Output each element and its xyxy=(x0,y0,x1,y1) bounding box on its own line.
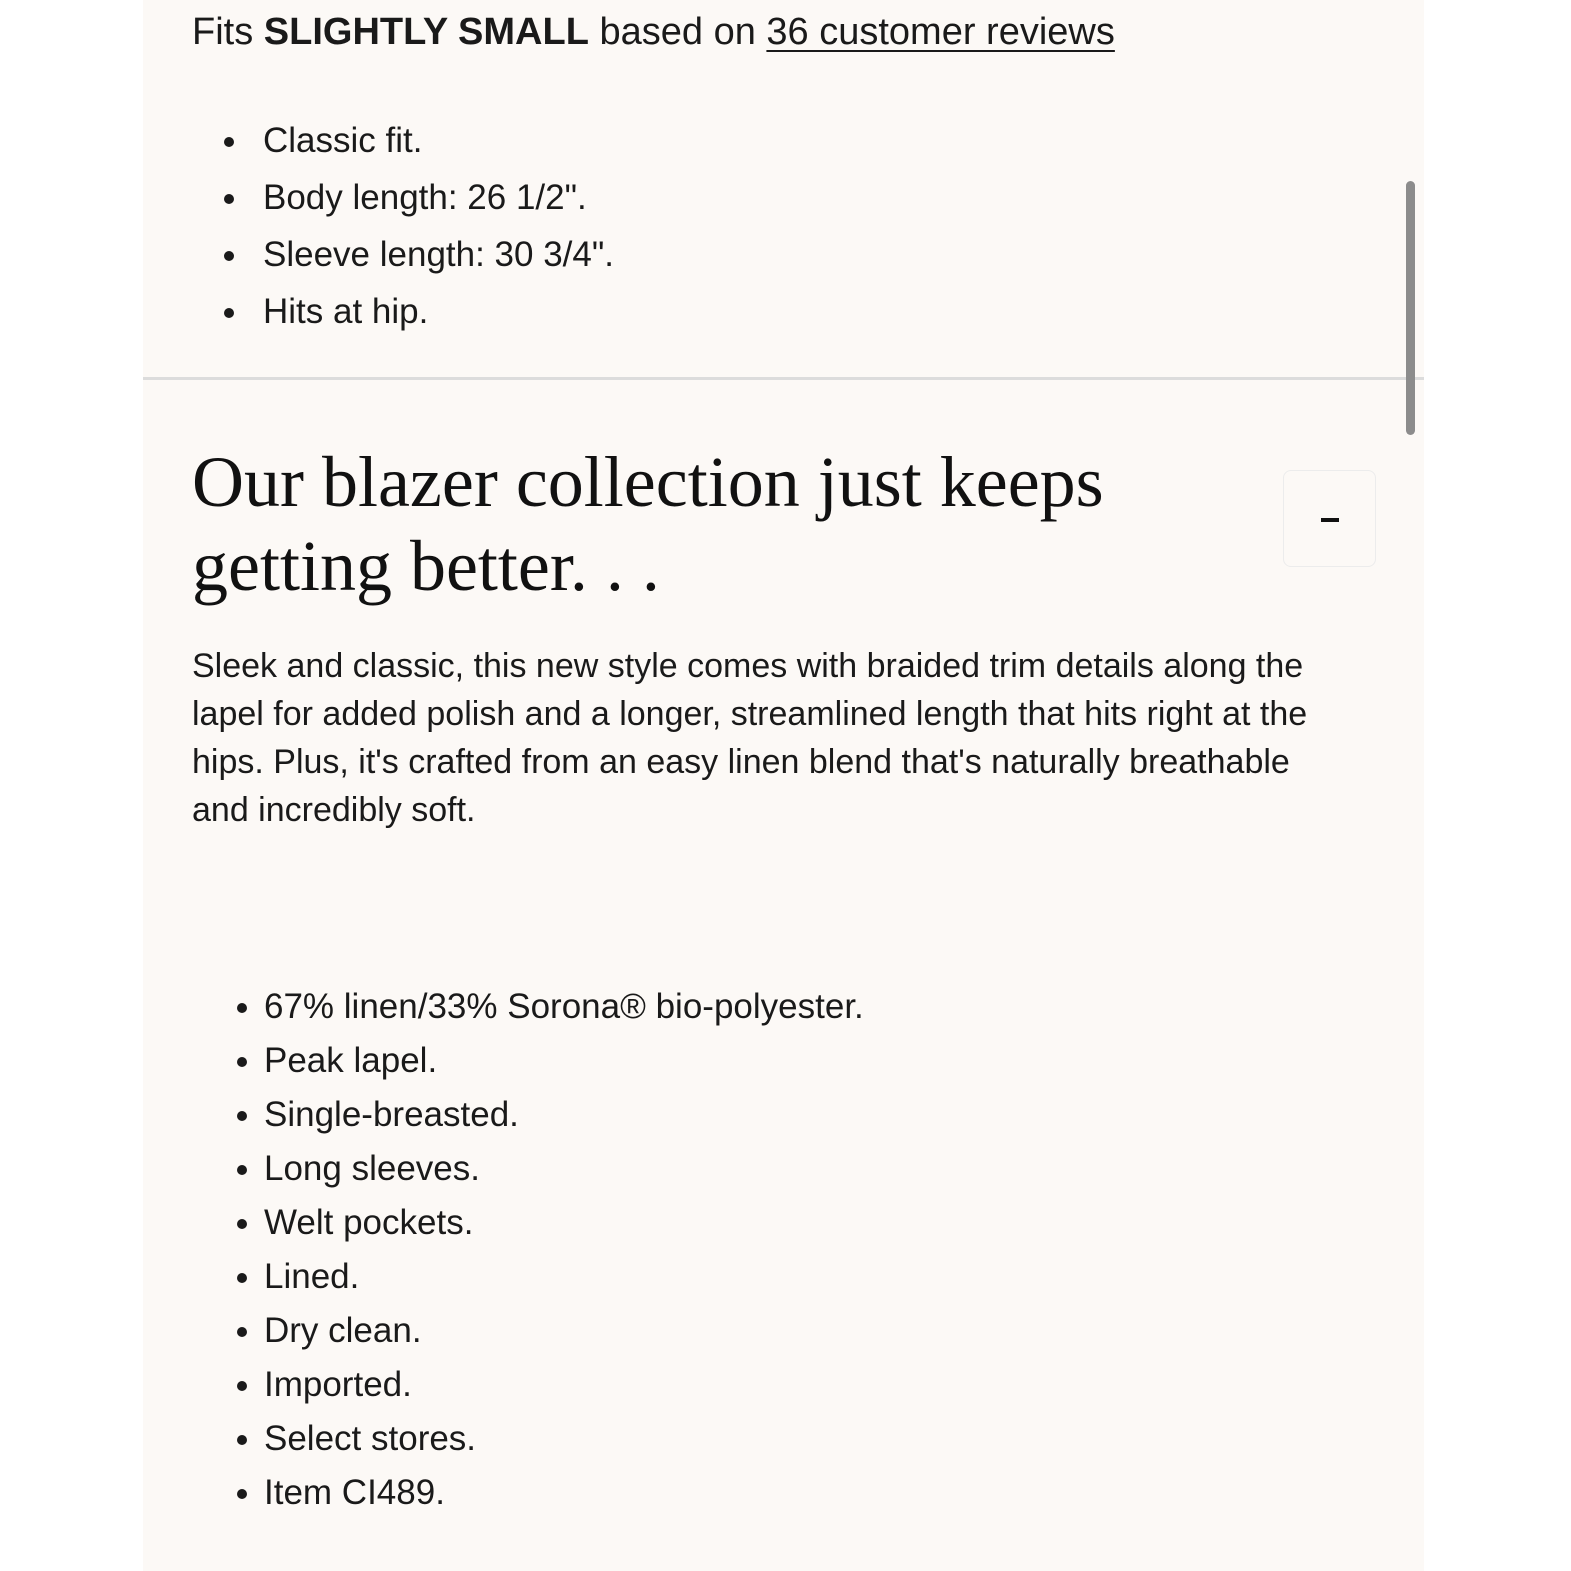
fit-prefix: Fits xyxy=(192,11,264,53)
product-details-panel xyxy=(143,0,1424,1571)
feature-list-item: • Long sleeves. xyxy=(264,1142,864,1196)
fit-summary xyxy=(192,6,1115,58)
customer-reviews-link[interactable]: 36 customer reviews xyxy=(766,11,1115,53)
fit-list-item: • Hits at hip. xyxy=(251,283,614,340)
feature-list-item: • Dry clean. xyxy=(264,1304,864,1358)
product-features-list xyxy=(264,980,864,1520)
fit-size: SLIGHTLY SMALL xyxy=(263,11,589,53)
collapse-section-button[interactable] xyxy=(1283,470,1376,567)
fit-list-item: • Body length: 26 1/2". xyxy=(251,169,614,226)
fit-middle: based on xyxy=(588,11,767,53)
fit-details-list xyxy=(251,112,614,340)
minus-icon xyxy=(1321,518,1339,522)
feature-list-item: • Peak lapel. xyxy=(264,1034,864,1088)
feature-list-item: • Item CI489. xyxy=(264,1466,864,1520)
feature-list-item: • Welt pockets. xyxy=(264,1196,864,1250)
fit-list-item: • Sleeve length: 30 3/4". xyxy=(251,226,614,283)
feature-list-item: • Single-breasted. xyxy=(264,1088,864,1142)
section-heading: Our blazer collection just keeps getting better. . . xyxy=(192,442,1104,606)
feature-list-item: • Imported. xyxy=(264,1358,864,1412)
section-divider xyxy=(143,377,1424,380)
feature-list-item: • 67% linen/33% Sorona® bio-polyester. xyxy=(264,980,864,1034)
feature-list-item: • Select stores. xyxy=(264,1412,864,1466)
feature-list-item: • Lined. xyxy=(264,1250,864,1304)
scrollbar-thumb[interactable] xyxy=(1406,181,1415,435)
product-description: Sleek and classic, this new style comes with braided trim details along the lapel for added polish and a longer, streamlined length that hits right at the hips. Plus, it's crafted from an easy linen blend that's naturally breathable and incredibly soft. xyxy=(192,647,1308,829)
fit-list-item: • Classic fit. xyxy=(251,112,614,169)
